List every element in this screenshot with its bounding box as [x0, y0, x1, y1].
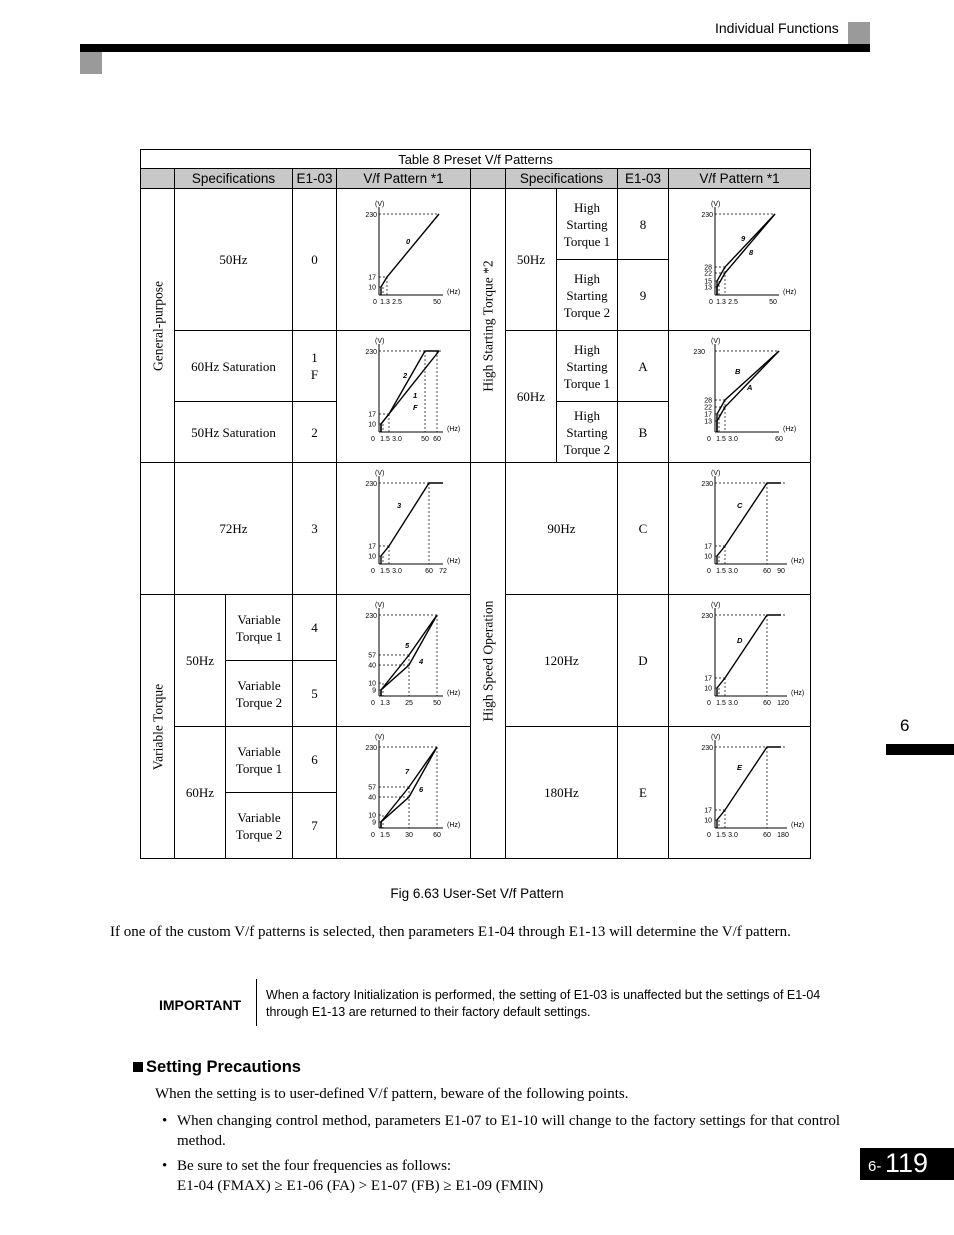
- header-e103-left: E1-03: [293, 169, 337, 189]
- curve-label: 8: [748, 248, 753, 257]
- curve-label: 9: [740, 234, 745, 243]
- bullet-four-frequencies: • Be sure to set the four frequencies as follows: E1-04 (FMAX) ≥ E1-06 (FA) > E1-07 (FB) ≥ E1-09 (FMIN): [162, 1156, 840, 1196]
- v-max-label: 230: [364, 481, 377, 488]
- y-tick-label: 10: [367, 553, 376, 561]
- x-tick-label: 1.5: [379, 832, 390, 839]
- important-note: When a factory Initialization is performed, the setting of E1-03 is unaffected but the settings of E1-04 through E1-13 are returned to their factory default settings.: [266, 988, 821, 1019]
- chapter-tab-number: 6: [900, 716, 910, 735]
- code-6: 6: [293, 727, 337, 793]
- hz-unit-label: (Hz): [446, 558, 460, 565]
- y-tick-label: 17: [703, 411, 712, 419]
- hz-unit-label: (Hz): [446, 426, 460, 433]
- spec-vt-50hz: 50Hz: [175, 595, 226, 727]
- vf-curve: [717, 747, 781, 828]
- v-max-label: 230: [700, 745, 713, 752]
- hz-unit-label: (Hz): [782, 426, 796, 433]
- preset-vf-table: [140, 149, 811, 859]
- header-gray-square: [848, 22, 870, 44]
- group-variable-torque: Variable Torque: [141, 595, 175, 859]
- spec-vt-60hz: 60Hz: [175, 727, 226, 859]
- vf-graph-3: [339, 466, 469, 591]
- y-tick-label: 13: [703, 418, 712, 426]
- group-high-starting-torque: High Starting Torque *2: [471, 189, 506, 463]
- code-1-f: 1 F: [293, 331, 337, 402]
- hz-unit-label: (Hz): [782, 289, 796, 296]
- curve-label: 2: [402, 371, 407, 380]
- x-tick-label: 60: [762, 832, 771, 839]
- y-tick-label: 10: [367, 680, 376, 688]
- v-unit-label: (V): [374, 201, 384, 208]
- v-unit-label: (V): [374, 470, 384, 477]
- x-tick-label: 0: [370, 700, 375, 707]
- vf-curve: [381, 351, 439, 432]
- curve-label: 1: [412, 391, 417, 400]
- hz-unit-label: (Hz): [790, 558, 804, 565]
- header-e103-right: E1-03: [618, 169, 669, 189]
- v-unit-label: (V): [374, 602, 384, 609]
- spec-hs-60hz: 60Hz: [506, 331, 557, 463]
- y-tick-label: 10: [367, 812, 376, 820]
- v-unit-label: (V): [374, 734, 384, 741]
- curve-label: F: [412, 403, 418, 412]
- section-heading: Setting Precautions: [133, 1058, 301, 1077]
- vf-curve: [717, 483, 781, 564]
- x-tick-label: 3.0: [727, 832, 738, 839]
- v-max-label: 230: [364, 212, 377, 219]
- code-b: B: [618, 402, 669, 463]
- vf-curve: [717, 214, 775, 295]
- pattern-cell-e: [669, 727, 811, 859]
- v-unit-label: (V): [710, 201, 720, 208]
- curve-label: 4: [418, 657, 423, 666]
- v-max-label: 230: [692, 349, 705, 356]
- vf-graph-8-9: [675, 197, 805, 322]
- code-3: 3: [293, 463, 337, 595]
- x-tick-label: 60: [774, 436, 783, 443]
- hz-unit-label: (Hz): [446, 690, 460, 697]
- x-tick-label: 60: [762, 700, 771, 707]
- code-0: 0: [293, 189, 337, 331]
- code-5: 5: [293, 661, 337, 727]
- x-tick-label: 0: [372, 299, 377, 306]
- y-tick-label: 17: [367, 411, 376, 419]
- spec-hs-50hz: 50Hz: [506, 189, 557, 331]
- y-tick-label: 28: [703, 397, 712, 405]
- header-spec-right: Specifications: [506, 169, 618, 189]
- v-unit-label: (V): [374, 338, 384, 345]
- y-tick-label: 57: [367, 784, 376, 792]
- pattern-cell-c: [669, 463, 811, 595]
- x-tick-label: 1.5: [379, 436, 390, 443]
- y-tick-label: 10: [367, 284, 376, 292]
- vf-graph-4-5: [339, 598, 469, 723]
- vf-graph-6-7: [339, 730, 469, 855]
- x-tick-label: 0: [706, 832, 711, 839]
- v-unit-label: (V): [710, 470, 720, 477]
- spec-vt-60hz-torque1: Variable Torque 1: [226, 727, 293, 793]
- important-label: IMPORTANT: [159, 997, 242, 1013]
- y-tick-label: 17: [367, 543, 376, 551]
- frequency-formula: E1-04 (FMAX) ≥ E1-06 (FA) > E1-07 (FB) ≥ E1-09 (FMIN): [177, 1178, 544, 1194]
- header-pattern-right: V/f Pattern *1: [669, 169, 811, 189]
- spec-72hz: 72Hz: [175, 463, 293, 595]
- code-d: D: [618, 595, 669, 727]
- x-tick-label: 1.3: [715, 299, 726, 306]
- v-max-label: 230: [364, 745, 377, 752]
- x-tick-label: 180: [776, 832, 789, 839]
- y-tick-label: 28: [703, 264, 712, 272]
- hz-unit-label: (Hz): [790, 822, 804, 829]
- curve-label: 7: [404, 767, 409, 776]
- vf-curve: [381, 351, 439, 432]
- vf-curve: [381, 214, 439, 295]
- section-bullet-square: [133, 1062, 143, 1072]
- x-tick-label: 3.0: [727, 568, 738, 575]
- pattern-cell-89: [669, 189, 811, 331]
- y-tick-label: 10: [703, 553, 712, 561]
- header-blank-right: [471, 169, 506, 189]
- curve-label: A: [746, 383, 752, 392]
- vf-curve: [381, 483, 443, 564]
- group-high-speed-operation: High Speed Operation: [471, 463, 506, 859]
- v-max-label: 230: [700, 212, 713, 219]
- v-unit-label: (V): [710, 734, 720, 741]
- hz-unit-label: (Hz): [446, 822, 460, 829]
- x-tick-label: 0: [370, 568, 375, 575]
- x-tick-label: 3.0: [391, 568, 402, 575]
- code-2: 2: [293, 402, 337, 463]
- code-e: E: [618, 727, 669, 859]
- code-a: A: [618, 331, 669, 402]
- x-tick-label: 2.5: [727, 299, 738, 306]
- pattern-cell-ab: [669, 331, 811, 463]
- x-tick-label: 90: [776, 568, 785, 575]
- curve-label: 6: [418, 785, 423, 794]
- pattern-cell-0: [337, 189, 471, 331]
- y-tick-label: 10: [703, 817, 712, 825]
- y-tick-label: 17: [703, 675, 712, 683]
- x-tick-label: 60: [424, 568, 433, 575]
- spec-50hz: 50Hz: [175, 189, 293, 331]
- vf-curve: [717, 214, 775, 295]
- x-tick-label: 1.3: [379, 299, 390, 306]
- header-rule: [80, 44, 870, 52]
- pattern-cell-12: [337, 331, 471, 463]
- spec-90hz: 90Hz: [506, 463, 618, 595]
- y-tick-label: 22: [703, 404, 712, 412]
- x-tick-label: 1.5: [715, 832, 726, 839]
- x-tick-label: 3.0: [391, 436, 402, 443]
- x-tick-label: 0: [708, 299, 713, 306]
- x-tick-label: 0: [370, 436, 375, 443]
- vf-graph-c: [675, 466, 805, 591]
- section-intro: When the setting is to user-defined V/f pattern, beware of the following points.: [155, 1086, 629, 1102]
- spec-hs-60hz-torque2: High Starting Torque 2: [557, 402, 618, 463]
- curve-label: D: [736, 636, 742, 645]
- code-7: 7: [293, 793, 337, 859]
- page-number-prefix: 6-: [868, 1158, 882, 1175]
- x-tick-label: 0: [370, 832, 375, 839]
- pattern-cell-67: [337, 727, 471, 859]
- spec-vt-60hz-torque2: Variable Torque 2: [226, 793, 293, 859]
- pattern-cell-45: [337, 595, 471, 727]
- spec-60hz-saturation: 60Hz Saturation: [175, 331, 293, 402]
- v-max-label: 230: [364, 349, 377, 356]
- x-tick-label: 1.5: [715, 436, 726, 443]
- spec-hs-60hz-torque1: High Starting Torque 1: [557, 331, 618, 402]
- vf-graph-e: [675, 730, 805, 855]
- x-tick-label: 1.5: [715, 700, 726, 707]
- curve-label: 5: [404, 641, 409, 650]
- y-tick-label: 13: [703, 284, 712, 292]
- header-blank-left: [141, 169, 175, 189]
- code-8: 8: [618, 189, 669, 260]
- code-c: C: [618, 463, 669, 595]
- x-tick-label: 0: [706, 436, 711, 443]
- spec-50hz-saturation: 50Hz Saturation: [175, 402, 293, 463]
- code-4: 4: [293, 595, 337, 661]
- x-tick-label: 72: [438, 568, 447, 575]
- x-tick-label: 3.0: [727, 436, 738, 443]
- pattern-cell-3: [337, 463, 471, 595]
- x-tick-label: 25: [404, 700, 413, 707]
- pattern-cell-d: [669, 595, 811, 727]
- x-tick-label: 1.5: [715, 568, 726, 575]
- header-gray-square-left: [80, 52, 102, 74]
- curve-label: B: [734, 367, 740, 376]
- curve-label: 3: [396, 501, 401, 510]
- v-unit-label: (V): [710, 602, 720, 609]
- chapter-tab-bar: [886, 744, 954, 755]
- x-tick-label: 50: [432, 299, 441, 306]
- bullet-control-method: • When changing control method, parameters E1-07 to E1-10 will change to the factory settings for that control method.: [162, 1113, 840, 1149]
- x-tick-label: 3.0: [727, 700, 738, 707]
- hz-unit-label: (Hz): [790, 690, 804, 697]
- x-tick-label: 1.3: [379, 700, 390, 707]
- y-tick-label: 40: [367, 794, 376, 802]
- curve-label: 0: [405, 237, 410, 246]
- page-number-box: [860, 1148, 954, 1180]
- x-tick-label: 2.5: [391, 299, 402, 306]
- x-tick-label: 120: [776, 700, 789, 707]
- spec-180hz: 180Hz: [506, 727, 618, 859]
- hz-unit-label: (Hz): [446, 289, 460, 296]
- x-tick-label: 30: [404, 832, 413, 839]
- vf-graph-d: [675, 598, 805, 723]
- table-caption: Table 8 Preset V/f Patterns: [141, 150, 811, 169]
- x-tick-label: 60: [432, 832, 441, 839]
- y-tick-label: 15: [703, 278, 712, 286]
- spec-vt-50hz-torque2: Variable Torque 2: [226, 661, 293, 727]
- code-9: 9: [618, 260, 669, 331]
- spec-hs-50hz-torque2: High Starting Torque 2: [557, 260, 618, 331]
- page-number: 119: [885, 1148, 929, 1178]
- x-tick-label: 60: [432, 436, 441, 443]
- y-tick-label: 17: [367, 274, 376, 282]
- v-max-label: 230: [364, 613, 377, 620]
- paragraph-custom-patterns: If one of the custom V/f patterns is selected, then parameters E1-04 through E1-13 will determine the V/f pattern.: [110, 924, 791, 940]
- header-pattern-left: V/f Pattern *1: [337, 169, 471, 189]
- spec-hs-50hz-torque1: High Starting Torque 1: [557, 189, 618, 260]
- v-max-label: 230: [700, 481, 713, 488]
- y-tick-label: 40: [367, 662, 376, 670]
- x-tick-label: 60: [762, 568, 771, 575]
- y-tick-label: 10: [703, 685, 712, 693]
- x-tick-label: 50: [420, 436, 429, 443]
- y-tick-label: 17: [703, 807, 712, 815]
- vf-graph-1-2: [339, 334, 469, 459]
- curve-label: C: [736, 501, 742, 510]
- vf-curve: [717, 615, 781, 696]
- figure-caption: Fig 6.63 User-Set V/f Pattern: [390, 886, 564, 901]
- y-tick-label: 10: [367, 421, 376, 429]
- curve-label: E: [736, 763, 742, 772]
- y-tick-label: 9: [371, 819, 376, 827]
- x-tick-label: 50: [768, 299, 777, 306]
- v-max-label: 230: [700, 613, 713, 620]
- spec-120hz: 120Hz: [506, 595, 618, 727]
- vf-graph-0: [339, 197, 469, 322]
- x-tick-label: 1.5: [379, 568, 390, 575]
- y-tick-label: 17: [703, 543, 712, 551]
- y-tick-label: 57: [367, 652, 376, 660]
- x-tick-label: 50: [432, 700, 441, 707]
- y-tick-label: 22: [703, 270, 712, 278]
- x-tick-label: 0: [706, 568, 711, 575]
- v-unit-label: (V): [710, 338, 720, 345]
- x-tick-label: 0: [706, 700, 711, 707]
- y-tick-label: 9: [371, 687, 376, 695]
- running-header: Individual Functions: [715, 20, 839, 36]
- group-general-purpose: General-purpose: [141, 189, 175, 463]
- vf-graph-a-b: [675, 334, 805, 459]
- bullet-four-frequencies-text: Be sure to set the four frequencies as follows:: [177, 1158, 452, 1174]
- spec-vt-50hz-torque1: Variable Torque 1: [226, 595, 293, 661]
- important-divider: [256, 979, 257, 1026]
- header-spec-left: Specifications: [175, 169, 293, 189]
